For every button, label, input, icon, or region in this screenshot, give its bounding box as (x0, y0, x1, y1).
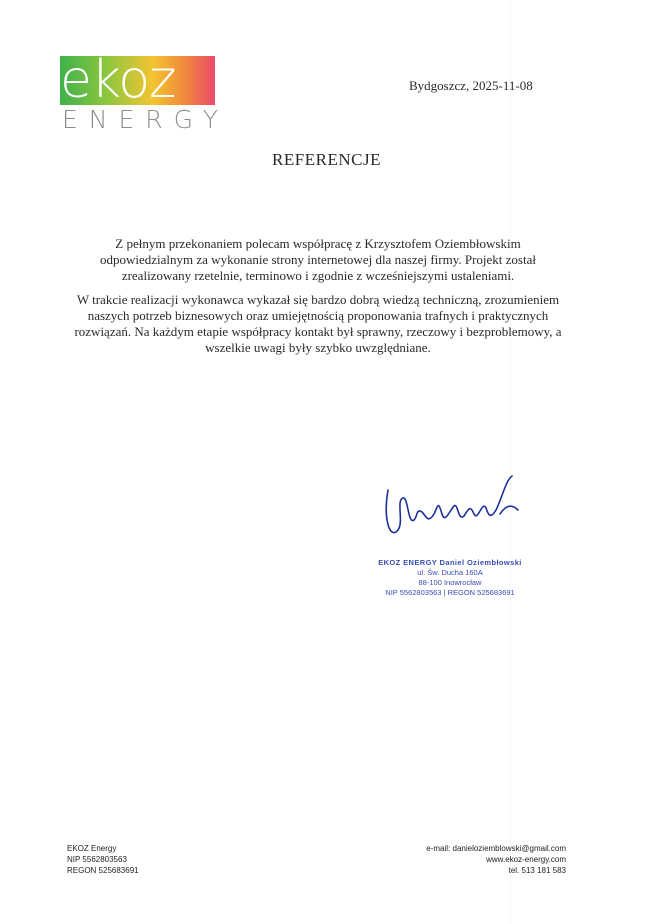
footer-contact-info (426, 843, 566, 876)
handwritten-signature (378, 470, 528, 550)
stamp-line-ids: NIP 5562803563 | REGON 525683691 (385, 588, 515, 597)
logo-subtitle: ENERGY (62, 105, 230, 134)
letter-title: REFERENCJE (272, 150, 381, 169)
company-stamp (360, 558, 540, 598)
paragraph-1: Z pełnym przekonaniem polecam współpracę z Krzysztofem Oziembłowskim odpowiedzialnym za wykonanie strony internetowej dla naszej firmy. Projekt został zrealizowany rzetelnie, terminowo i zgodnie z wcześniejszymi ustaleniami. (100, 236, 536, 283)
footer-phone: tel. 513 181 583 (508, 866, 566, 875)
footer-regon: REGON 525683691 (67, 866, 139, 875)
footer-company-info (67, 843, 139, 876)
letter-date: Bydgoszcz, 2025-11-08 (409, 78, 533, 93)
footer-nip: NIP 5562803563 (67, 855, 127, 864)
stamp-line-address: ul. Św. Ducha 160A (417, 568, 483, 577)
paragraph-2: W trakcie realizacji wykonawca wykazał się bardzo dobrą wiedzą techniczną, zrozumieniem naszych potrzeb biznesowych oraz umiejętnością proponowania trafnych i praktycznych rozwiązań. Na każdym etapie współpracy kontakt był sprawny, rzeczowy i bezproblemowy, a wszelkie uwagi były szybko uwzględniane. (74, 292, 562, 355)
footer-email: e-mail: danieloziemblowski@gmail.com (426, 844, 566, 853)
stamp-line-company: EKOZ ENERGY Daniel Oziembłowski (378, 558, 522, 567)
company-logo (60, 50, 230, 136)
stamp-line-city: 88-100 Inowrocław (418, 578, 482, 587)
footer-website: www.ekoz-energy.com (486, 855, 566, 864)
footer-company: EKOZ Energy (67, 844, 117, 853)
scan-line (510, 0, 511, 924)
logo-word: ekoz (60, 50, 176, 110)
